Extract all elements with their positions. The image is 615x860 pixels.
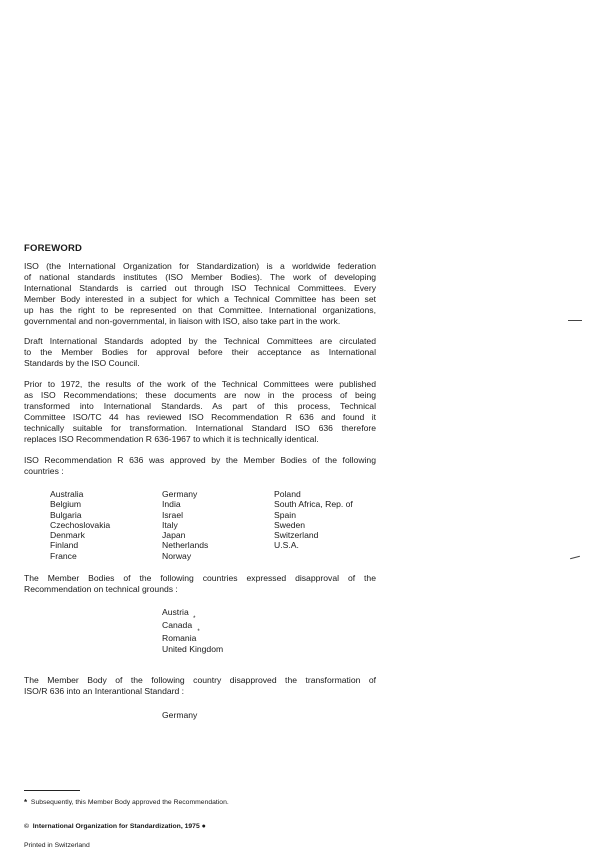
- footnote-asterisk: *: [193, 616, 196, 622]
- disapproving-countries: [162, 607, 223, 655]
- list-item: Italy: [162, 519, 178, 530]
- country-column-3: [274, 489, 353, 551]
- copyright-symbol: ©: [24, 823, 30, 830]
- footnote-rule: [24, 790, 80, 791]
- list-item: Spain: [274, 509, 296, 520]
- footnote-asterisk: *: [197, 628, 200, 635]
- draft-paragraph: Draft International Standards adopted by the Technical Committees are circulated to the Member Bodies for approval before their acceptance as International Standards by the ISO Council.: [24, 336, 376, 368]
- list-item: Switzerland: [274, 530, 319, 541]
- list-item: Bulgaria: [50, 509, 82, 520]
- country-column-1: [50, 489, 110, 561]
- transformation-paragraph: The Member Body of the following country disapproved the transformation of ISO/R 636 into an Interantional Standard :: [24, 675, 376, 696]
- approved-paragraph: ISO Recommendation R 636 was approved by the Member Bodies of the following countries :: [24, 455, 376, 476]
- copyright-line: © International Organization for Standardization, 1975 ●: [24, 823, 206, 830]
- scan-mark: [568, 320, 582, 321]
- list-item: Denmark: [50, 530, 85, 541]
- list-item: Germany: [162, 489, 198, 499]
- intro-paragraph: ISO (the International Organization for Standardization) is a worldwide federation of national standards institutes (ISO Member Bodies). The work of developing International Standards is carried out through ISO Technical Committees. Every Member Body interested in a subject for which a Technical Committee has been set up has the right to be represented on that Committee. International organizations, governmental and non-governmental, in liaison with ISO, also take part in the work.: [24, 261, 376, 326]
- footnote: * Subsequently, this Member Body approved the Recommendation.: [24, 798, 229, 807]
- list-item: Czechoslovakia: [50, 519, 111, 530]
- country-column-2: [162, 489, 208, 561]
- list-item: U.S.A.: [274, 540, 299, 551]
- list-item: Finland: [50, 540, 79, 551]
- prior-paragraph: Prior to 1972, the results of the work of the Technical Committees were published as ISO Recommendations; these documents are now in the process of being transformed into International Standards. As part of this process, Technical Committee ISO/TC 44 has reviewed ISO Recommendation R 636 and found it technically suitable for transformation. International Standard ISO 636 therefore replaces ISO Recommendation R 636-1967 to which it is technically identical.: [24, 379, 376, 444]
- disapproval-paragraph: The Member Bodies of the following countries expressed disapproval of the Recommendation on technical grounds :: [24, 573, 376, 594]
- footnote-asterisk: *: [24, 798, 28, 807]
- foreword-heading: FOREWORD: [24, 243, 83, 254]
- list-item: Germany: [162, 710, 198, 720]
- list-item: Sweden: [274, 519, 306, 530]
- printed-line: Printed in Switzerland: [24, 842, 90, 849]
- list-item: Canada*: [162, 616, 196, 630]
- list-item: United Kingdom: [162, 643, 224, 654]
- list-item: India: [162, 499, 181, 510]
- list-item: Israel: [162, 509, 184, 520]
- list-item: Austria: [162, 607, 189, 617]
- list-item: Belgium: [50, 499, 82, 510]
- list-item: Norway: [162, 550, 192, 561]
- list-item: South Africa, Rep. of: [274, 499, 353, 510]
- list-item: Poland: [274, 489, 301, 499]
- list-item: Romania*: [162, 628, 200, 643]
- scan-mark: [570, 556, 580, 560]
- list-item: Japan: [162, 530, 186, 541]
- bullet-icon: ●: [201, 823, 206, 830]
- list-item: France: [50, 550, 77, 561]
- list-item: Netherlands: [162, 540, 209, 551]
- list-item: Australia: [50, 489, 84, 499]
- transformation-country: [162, 710, 197, 721]
